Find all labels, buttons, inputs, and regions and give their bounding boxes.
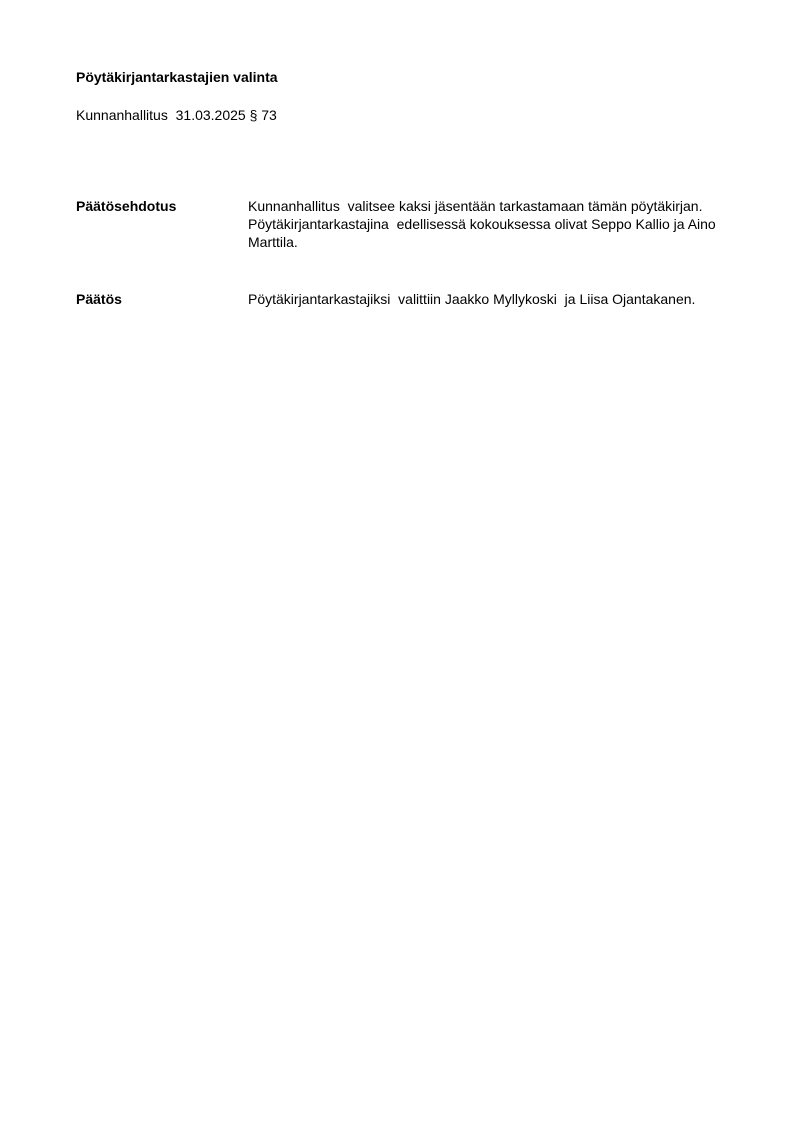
document-title: Pöytäkirjantarkastajien valinta <box>76 69 278 85</box>
section-body-proposal <box>248 197 734 251</box>
meeting-reference: Kunnanhallitus 31.03.2025 § 73 <box>76 107 277 123</box>
section-label-decision: Päätös <box>76 291 122 307</box>
proposal-paragraph: Pöytäkirjantarkastajina edellisessä kokouksessa olivat Seppo Kallio ja Aino Marttila. <box>248 216 720 250</box>
section-label-proposal: Päätösehdotus <box>76 198 177 214</box>
section-body-decision <box>248 290 734 308</box>
decision-paragraph: Pöytäkirjantarkastajiksi valittiin Jaakko Myllykoski ja Liisa Ojantakanen. <box>248 291 696 307</box>
proposal-paragraph: Kunnanhallitus valitsee kaksi jäsentään tarkastamaan tämän pöytäkirjan. <box>248 198 703 214</box>
